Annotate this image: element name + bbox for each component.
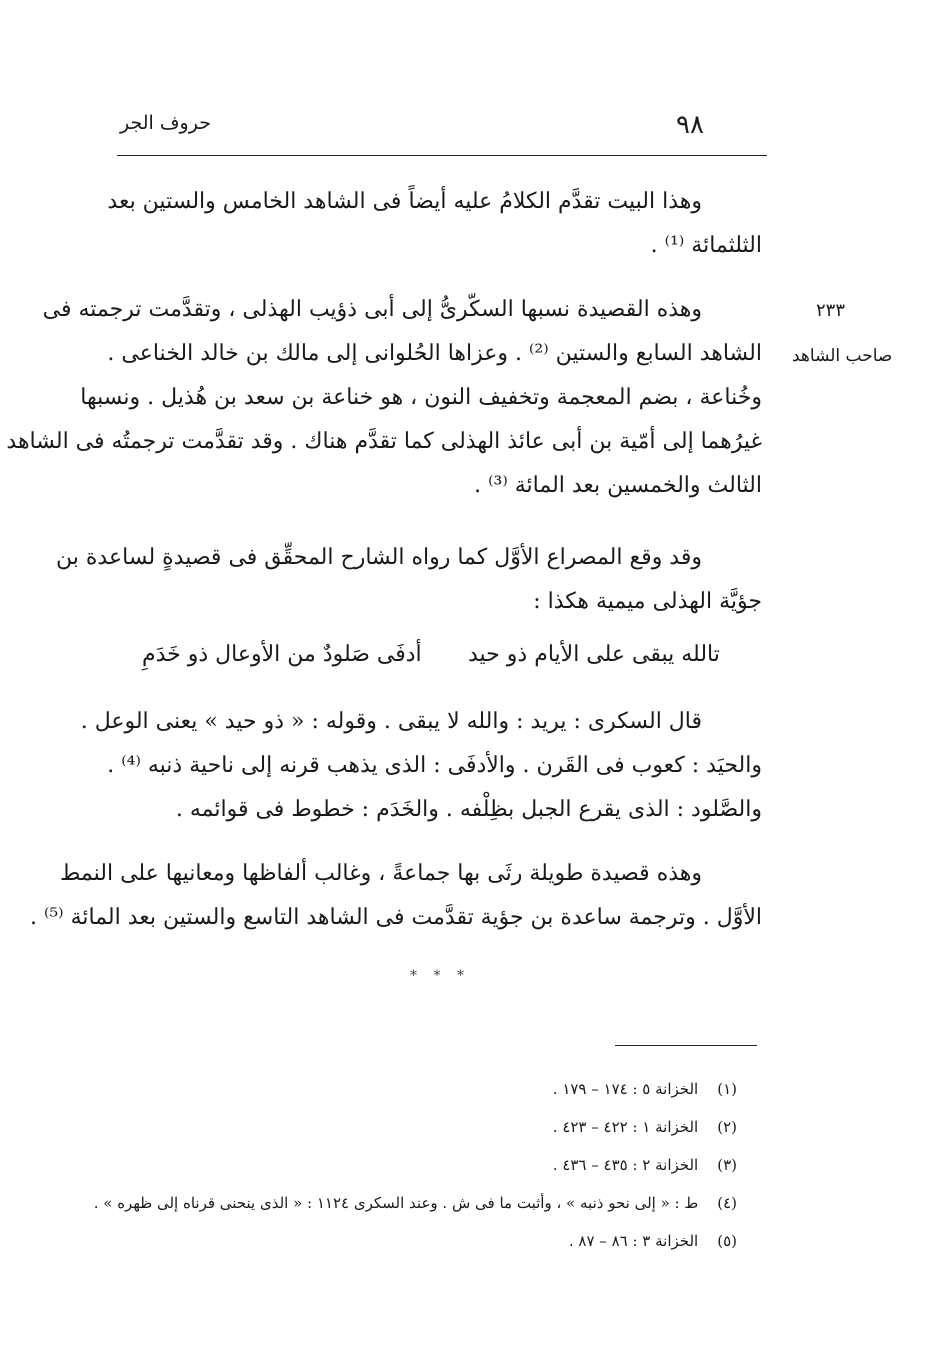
header-rule [117,155,767,156]
running-header-title: حروف الجر [120,112,211,134]
footnote-5 [117,1222,737,1260]
footnote-3 [117,1146,737,1184]
paragraph-4 [80,700,762,832]
page-number: ٩٨ [676,110,704,140]
paragraph-line: الثالث والخمسين بعد المائة ⁽³⁾ . [474,473,762,498]
footnote-text: ط : « إلى نحو ذنبه » ، وأثبت ما فى ش . وعند السكرى ١١٢٤ : « الذى ينحنى قرناه إلى ظهره » . [93,1194,699,1212]
footnote-number: (٢) [717,1118,737,1136]
margin-entry-number: ٢٣٣ [816,300,846,321]
section-break-asterisks: * * * [410,968,470,984]
paragraph-line: وخُناعة ، بضم المعجمة وتخفيف النون ، هو خناعة بن سعد بن هُذيل . ونسبها [80,385,762,410]
paragraph-line: وقد وقع المصراع الأوَّل كما رواه الشارح المحقِّق فى قصيدةٍ لساعدة بن [56,545,702,570]
paragraph-1 [107,180,762,268]
paragraph-line: والصَّلود : الذى يقرع الجبل بظِلْفه . والخَدَم : خطوط فى قوائمه . [175,797,762,822]
footnote-text: الخزانة ١ : ٤٢٢ – ٤٢٣ . [552,1118,699,1136]
paragraph-line: قال السكرى : يريد : والله لا يبقى . وقوله : « ذو حيد » يعنى الوعل . [80,709,702,734]
paragraph-line: والحيَد : كعوب فى القَرن . والأدفَى : الذى يذهب قرنه إلى ناحية ذنبه ⁽⁴⁾ . [107,753,762,778]
paragraph-2 [6,288,762,508]
footnote-text: الخزانة ٥ : ١٧٤ – ١٧٩ . [552,1080,699,1098]
verse-second-hemistich: أدفَى صَلودٌ من الأوعال ذو خَدَمِ [142,642,422,667]
paragraph-5 [29,852,762,940]
footnotes [93,1070,737,1260]
footnote-number: (١) [717,1080,737,1098]
verse-first-hemistich: تالله يبقى على الأيام ذو حيد [468,642,720,667]
footnote-number: (٣) [717,1156,737,1174]
paragraph-line: وهذا البيت تقدَّم الكلامُ عليه أيضاً فى الشاهد الخامس والستين بعد [107,189,702,214]
footnote-text: الخزانة ٢ : ٤٣٥ – ٤٣٦ . [552,1156,699,1174]
footnote-4 [93,1184,737,1222]
paragraph-line: الثلثمائة ⁽¹⁾ . [650,233,762,258]
footnote-number: (٥) [717,1232,737,1250]
footnote-number: (٤) [717,1194,737,1212]
paragraph-line: الشاهد السابع والستين ⁽²⁾ . وعزاها الحُلوانى إلى مالك بن خالد الخناعى . [107,341,762,366]
footnote-2 [117,1108,737,1146]
paragraph-3 [56,536,762,624]
paragraph-line: غيرُهما إلى أمّية بن أبى عائذ الهذلى كما تقدَّم هناك . وقد تقدَّمت ترجمتُه فى الشاهد [6,429,762,454]
paragraph-line: الأوَّل . وترجمة ساعدة بن جؤية تقدَّمت فى الشاهد التاسع والستين بعد المائة ⁽⁵⁾ . [29,905,762,930]
paragraph-line: جؤيَّة الهذلى ميمية هكذا : [533,589,762,614]
paragraph-line: وهذه قصيدة طويلة رثَى بها جماعةً ، وغالب ألفاظها ومعانيها على النمط [60,861,702,886]
paragraph-line: وهذه القصيدة نسبها السكّرىُّ إلى أبى ذؤيب الهذلى ، وتقدَّمت ترجمته فى [42,297,702,322]
footnote-1 [117,1070,737,1108]
footnote-text: الخزانة ٣ : ٨٦ – ٨٧ . [568,1232,699,1250]
footnote-rule [615,1045,757,1046]
margin-entry-label: صاحب الشاهد [792,346,893,366]
